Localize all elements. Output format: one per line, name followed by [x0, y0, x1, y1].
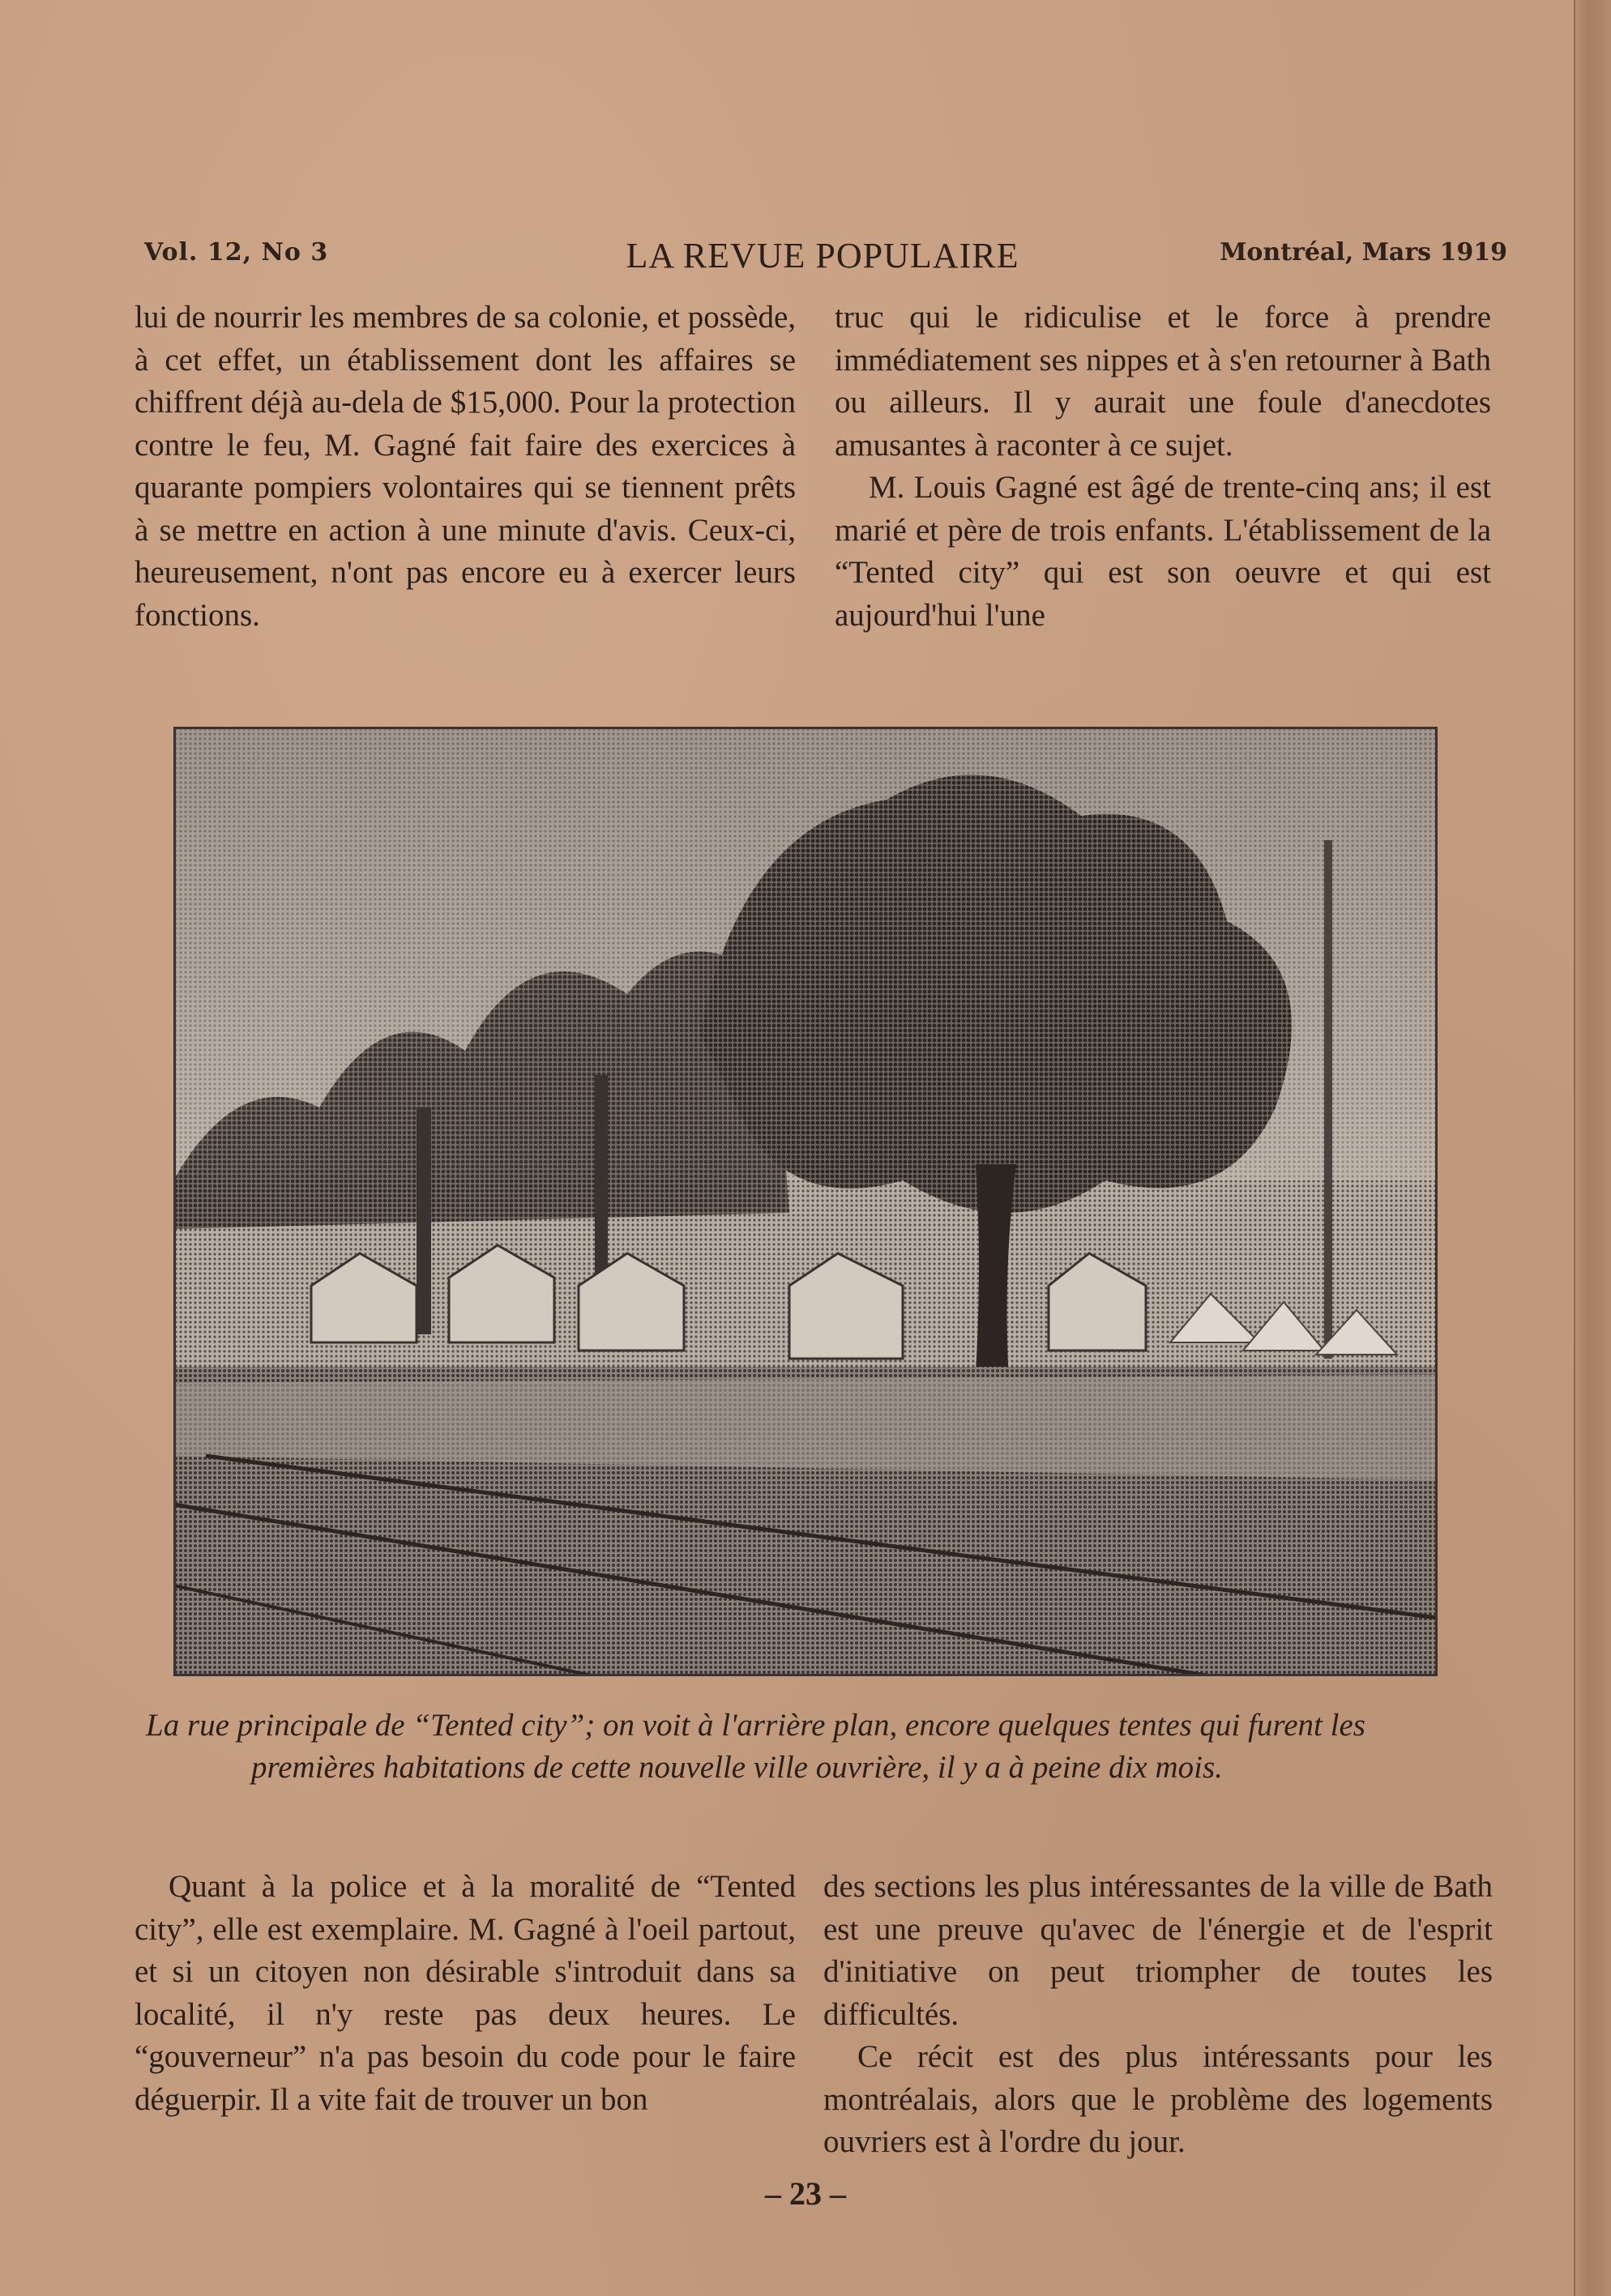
- paragraph: Quant à la police et à la moralité de “Tented city”, elle est exemplaire. M. Gagné à l'oeil partout, et si un citoyen non désirable s'introduit dans sa localité, il n'y reste pas deux heures. Le “gouverneur” n'a pas besoin du code pour le faire déguerpir. Il a vite fait de trouver un bon: [135, 1869, 796, 2117]
- column-bottom-right: [823, 1866, 1493, 2164]
- running-header: [138, 235, 1507, 277]
- page-spine-edge: [1574, 0, 1611, 2296]
- header-volume: Vol. 12, No 3: [144, 238, 329, 267]
- page-number: – 23 –: [765, 2175, 846, 2212]
- halftone-photo: [173, 727, 1438, 1676]
- photo-caption: La rue principale de “Tented city”; on voit à l'arrière plan, encore quelques tentes qui furent les premières habitations de cette nouvelle ville ouvrière, il y a à peine dix mois.: [146, 1708, 1365, 1785]
- paragraph: lui de nourrir les membres de sa colonie, et possède, à cet effet, un établissement dont les affaires se chiffrent déjà au-dela de $15,000. Pour la protection contre le feu, M. Gagné fait faire des exercices à quarante pompiers volontaires qui se tiennent prêts à se mettre en action à une minute d'avis. Ceux-ci, heureusement, n'ont pas encore eu à exercer leurs fonctions.: [135, 300, 796, 633]
- paragraph: M. Louis Gagné est âgé de trente-cinq ans; il est marié et père de trois enfants. L'établissement de la “Tented city” qui est son oeuvre et qui est aujourd'hui l'une: [835, 470, 1491, 633]
- paragraph: truc qui le ridiculise et le force à prendre immédiatement ses nippes et à s'en retourner à Bath ou ailleurs. Il y aurait une foule d'anecdotes amusantes à raconter à ce sujet.: [835, 300, 1491, 463]
- paragraph: Ce récit est des plus intéressants pour les montréalais, alors que le problème des logements ouvriers est à l'ordre du jour.: [823, 2039, 1493, 2159]
- column-top-left: [135, 297, 796, 637]
- column-top-right: [835, 297, 1491, 637]
- tented-city-street-photo: [173, 727, 1438, 1676]
- header-title: LA REVUE POPULAIRE: [626, 236, 1019, 275]
- column-bottom-left: [135, 1866, 796, 2121]
- paragraph: des sections les plus intéressantes de la ville de Bath est une preuve qu'avec de l'énergie et de l'esprit d'initiative on peut triompher de toutes les difficultés.: [823, 1869, 1493, 2032]
- header-place-date: Montréal, Mars 1919: [1220, 238, 1507, 267]
